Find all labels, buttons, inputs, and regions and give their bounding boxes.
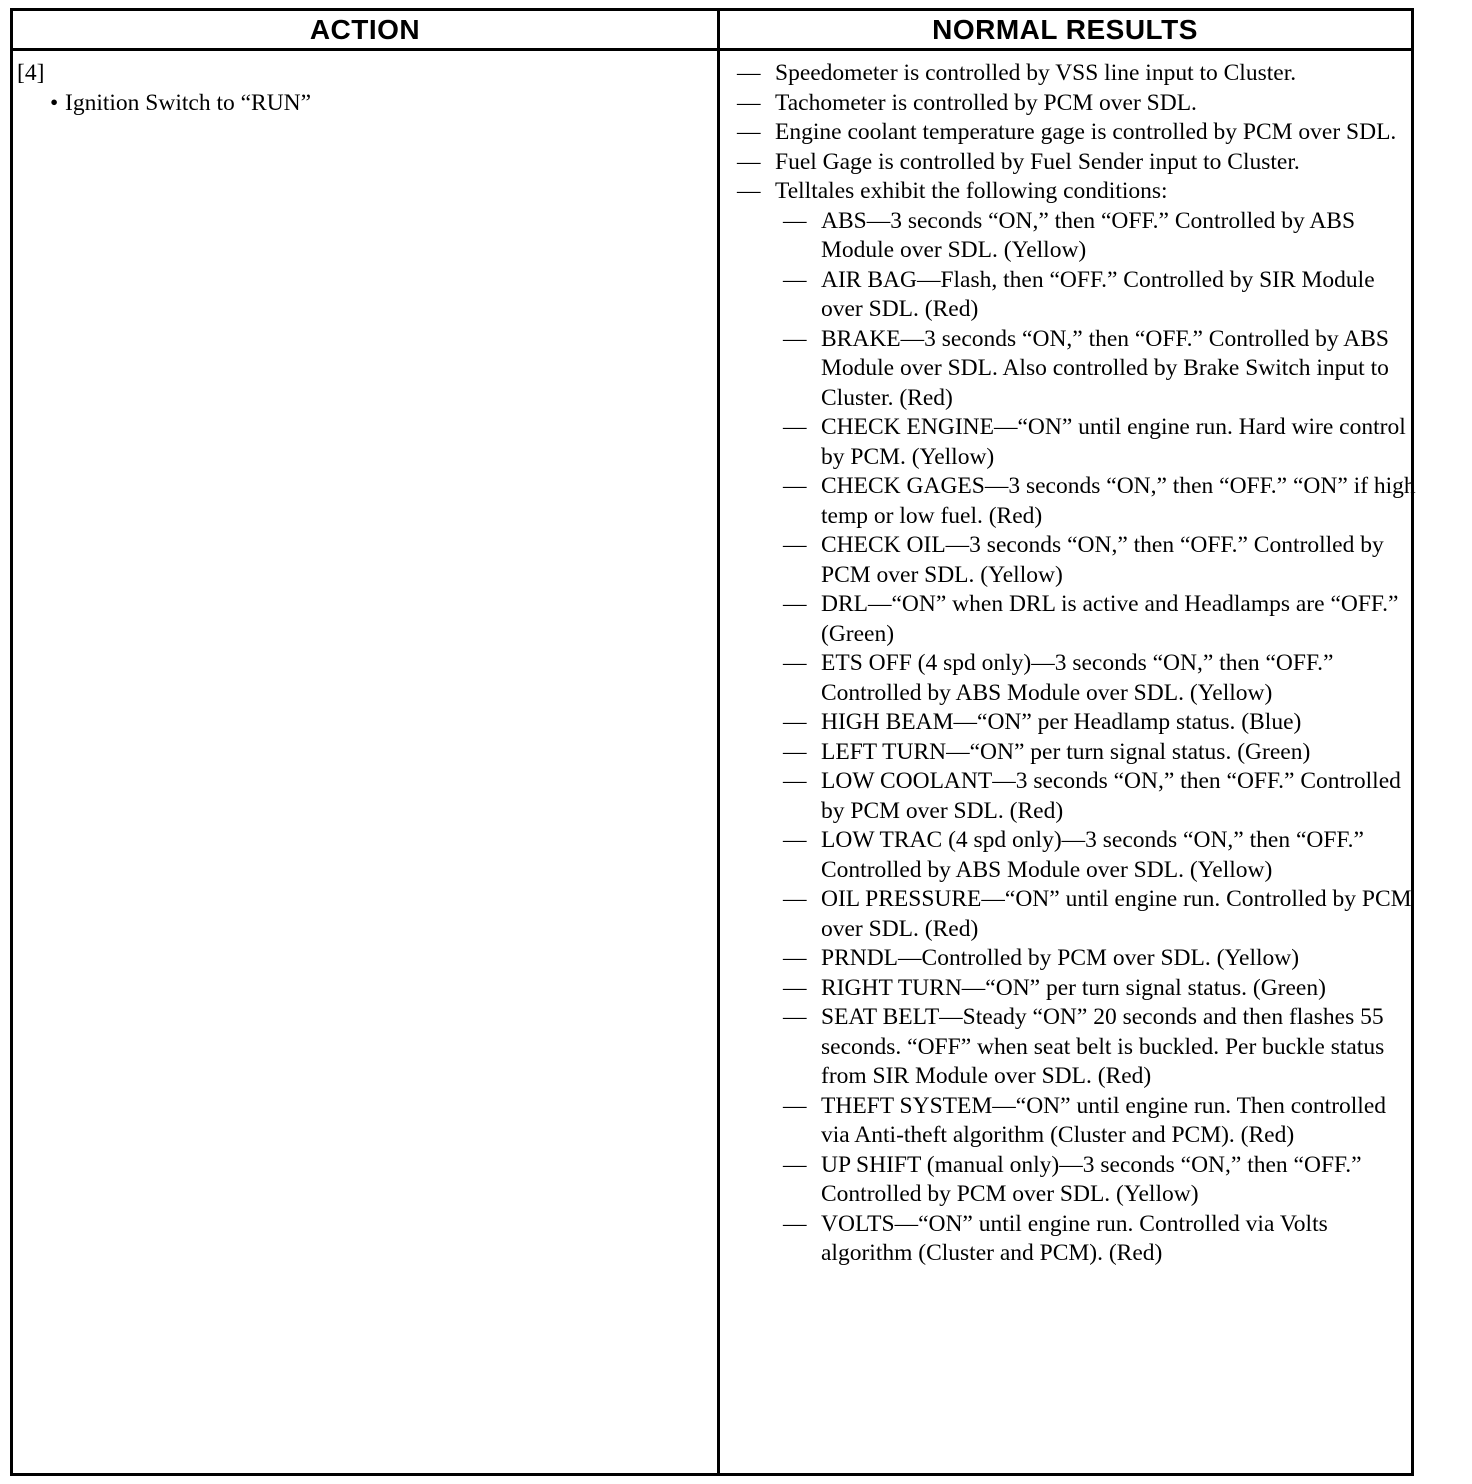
telltale-item [737, 708, 1417, 738]
dash-icon: — [783, 325, 807, 352]
telltale-text: DRL—“ON” when DRL is active and Headlamps are “OFF.” (Green) [821, 591, 1399, 647]
telltale-item [737, 325, 1417, 414]
dash-icon: — [737, 148, 761, 175]
telltale-text: CHECK OIL—3 seconds “ON,” then “OFF.” Controlled by PCM over SDL. (Yellow) [821, 532, 1384, 588]
dash-icon: — [783, 266, 807, 293]
telltale-item [737, 826, 1417, 885]
header-action: ACTION [309, 14, 421, 45]
column-divider [717, 11, 720, 1473]
dash-icon: — [783, 738, 807, 765]
dash-icon: — [783, 207, 807, 234]
telltale-text: ETS OFF (4 spd only)—3 seconds “ON,” then “OFF.” Controlled by ABS Module over SDL. (Yellow) [821, 650, 1334, 706]
dash-icon: — [783, 945, 807, 971]
result-item [737, 118, 1417, 148]
action-text: Ignition Switch to “RUN” [65, 89, 312, 116]
telltale-text: AIR BAG—Flash, then “OFF.” Controlled by SIR Module over SDL. (Red) [821, 266, 1375, 322]
dash-icon: — [737, 89, 761, 116]
telltale-text: BRAKE—3 seconds “ON,” then “OFF.” Controlled by ABS Module over SDL. Also controlled by Brake Switch input to Cluster. (Red) [821, 325, 1389, 411]
result-item [737, 148, 1417, 178]
telltale-item [737, 1092, 1417, 1151]
dash-icon: — [783, 1092, 807, 1119]
telltale-text: RIGHT TURN—“ON” per turn signal status. (Green) [821, 974, 1326, 1001]
result-text: Fuel Gage is controlled by Fuel Sender input to Cluster. [775, 148, 1300, 175]
telltale-item [737, 944, 1417, 974]
telltale-text: ABS—3 seconds “ON,” then “OFF.” Controlled by ABS Module over SDL. (Yellow) [821, 207, 1356, 263]
dash-icon: — [783, 1004, 807, 1030]
result-item [737, 177, 1417, 207]
result-text: Engine coolant temperature gage is controlled by PCM over SDL. [775, 119, 1397, 145]
telltale-text: PRNDL—Controlled by PCM over SDL. (Yellow) [821, 945, 1300, 971]
dash-icon: — [783, 709, 807, 735]
result-text: Speedometer is controlled by VSS line input to Cluster. [775, 60, 1297, 86]
table-header-row [13, 11, 1411, 51]
dash-icon: — [737, 178, 761, 204]
telltale-item [737, 885, 1417, 944]
telltale-text: LOW COOLANT—3 seconds “ON,” then “OFF.” Controlled by PCM over SDL. (Red) [821, 768, 1401, 824]
telltale-item [737, 207, 1417, 266]
action-cell [17, 59, 713, 118]
telltale-text: HIGH BEAM—“ON” per Headlamp status. (Blue) [821, 709, 1302, 735]
telltale-text: UP SHIFT (manual only)—3 seconds “ON,” then “OFF.” Controlled by PCM over SDL. (Yellow) [821, 1151, 1362, 1207]
telltale-text: CHECK ENGINE—“ON” until engine run. Hard wire control by PCM. (Yellow) [821, 414, 1406, 470]
telltale-item [737, 974, 1417, 1004]
bullet-icon: • [50, 89, 59, 116]
action-bullet-item [17, 89, 713, 119]
dash-icon: — [783, 1151, 807, 1178]
telltale-item [737, 266, 1417, 325]
telltale-item [737, 738, 1417, 768]
telltale-item [737, 767, 1417, 826]
dash-icon: — [737, 119, 761, 145]
result-text: Telltales exhibit the following conditions: [775, 178, 1168, 204]
telltale-text: OIL PRESSURE—“ON” until engine run. Controlled by PCM over SDL. (Red) [821, 886, 1412, 942]
dash-icon: — [783, 886, 807, 912]
telltale-item [737, 1003, 1417, 1092]
dash-icon: — [783, 650, 807, 676]
telltale-text: VOLTS—“ON” until engine run. Controlled via Volts algorithm (Cluster and PCM). (Red) [821, 1210, 1328, 1266]
telltale-item [737, 1210, 1417, 1269]
dash-icon: — [783, 591, 807, 617]
dash-icon: — [783, 532, 807, 558]
telltale-text: SEAT BELT—Steady “ON” 20 seconds and then flashes 55 seconds. “OFF” when seat belt is buckled. Per buckle status from SIR Module over SDL. (Red) [821, 1004, 1385, 1089]
result-item [737, 89, 1417, 119]
diagnostic-table [10, 8, 1414, 1476]
step-number: [4] [17, 60, 45, 86]
telltale-text: LOW TRAC (4 spd only)—3 seconds “ON,” then “OFF.” Controlled by ABS Module over SDL. (Yellow) [821, 827, 1364, 883]
dash-icon: — [783, 1210, 807, 1237]
telltale-text: LEFT TURN—“ON” per turn signal status. (Green) [821, 738, 1311, 765]
dash-icon: — [783, 768, 807, 794]
header-normal-results: NORMAL RESULTS [932, 14, 1198, 45]
telltale-item [737, 531, 1417, 590]
telltale-item [737, 649, 1417, 708]
dash-icon: — [737, 60, 761, 86]
result-text: Tachometer is controlled by PCM over SDL. [775, 89, 1197, 116]
telltale-item [737, 1151, 1417, 1210]
telltale-item [737, 472, 1417, 531]
telltale-item [737, 413, 1417, 472]
result-item [737, 59, 1417, 89]
dash-icon: — [783, 974, 807, 1001]
dash-icon: — [783, 414, 807, 440]
normal-results-cell [737, 59, 1417, 1269]
telltale-text: CHECK GAGES—3 seconds “ON,” then “OFF.” “ON” if high temp or low fuel. (Red) [821, 473, 1416, 529]
dash-icon: — [783, 473, 807, 499]
dash-icon: — [783, 827, 807, 853]
telltale-text: THEFT SYSTEM—“ON” until engine run. Then controlled via Anti-theft algorithm (Cluster and PCM). (Red) [821, 1092, 1387, 1148]
telltale-item [737, 590, 1417, 649]
